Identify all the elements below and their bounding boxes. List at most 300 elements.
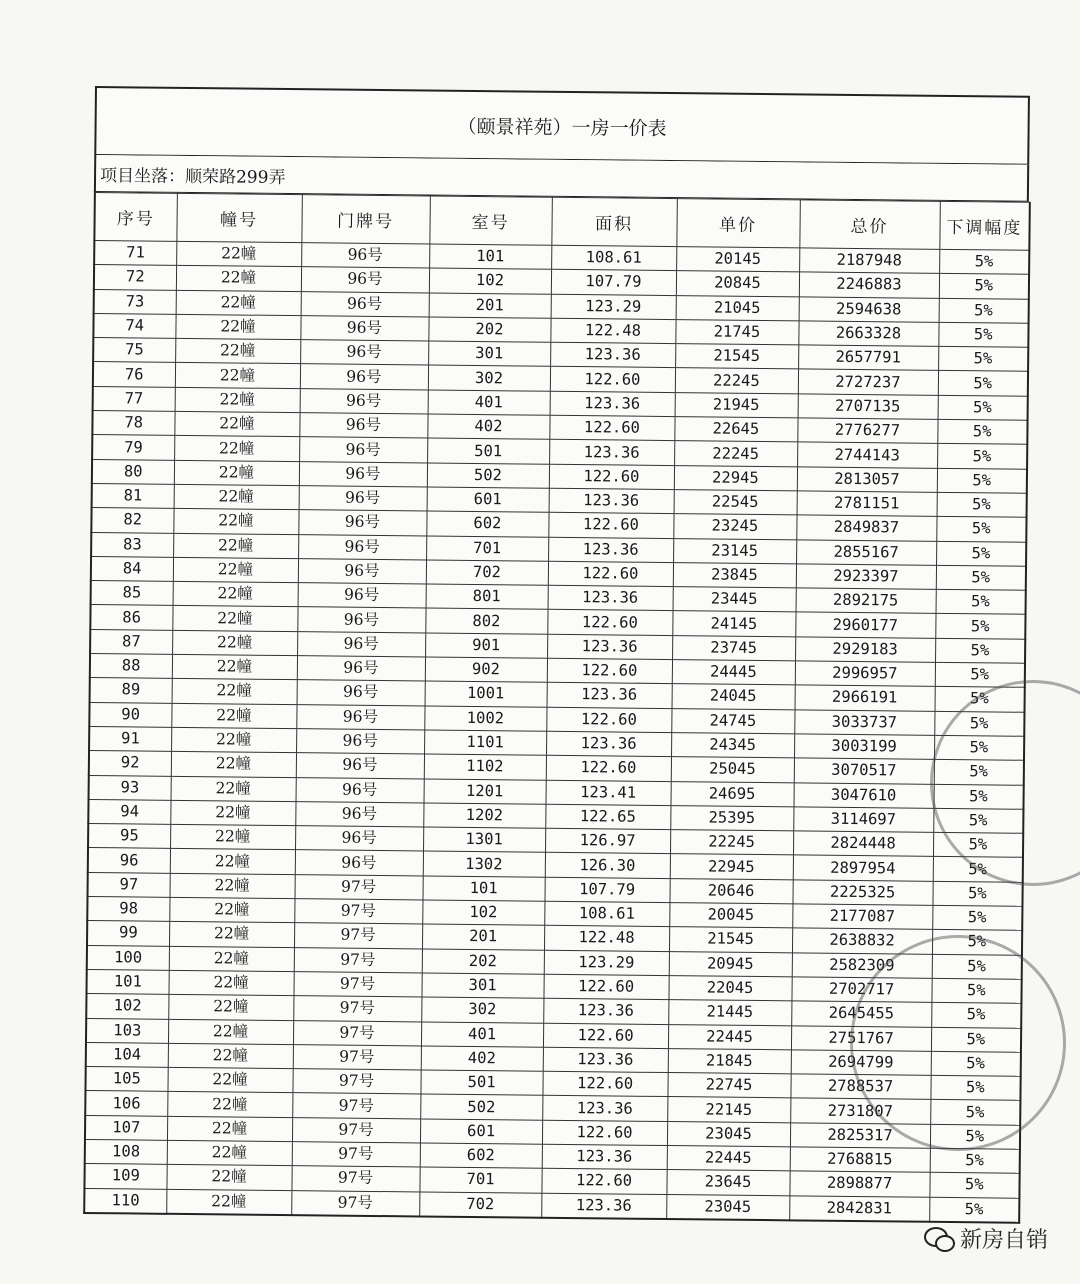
cell-door-number: 96号	[300, 340, 428, 366]
cell-unit-price: 20646	[669, 878, 792, 904]
cell-discount: 5%	[938, 322, 1028, 347]
cell-seq: 108	[85, 1139, 167, 1164]
cell-area: 123.36	[549, 440, 674, 466]
cell-door-number: 97号	[294, 923, 422, 949]
cell-seq: 110	[84, 1188, 166, 1214]
cell-door-number: 97号	[292, 1117, 420, 1143]
cell-discount: 5%	[934, 711, 1024, 736]
cell-unit-price: 23245	[673, 514, 796, 540]
cell-area: 123.36	[549, 488, 674, 514]
cell-total-price: 2849837	[796, 515, 936, 541]
cell-building: 22幢	[171, 703, 296, 729]
cell-area: 122.48	[550, 318, 675, 344]
cell-total-price: 2898877	[789, 1171, 929, 1197]
cell-total-price: 2663328	[798, 321, 938, 347]
cell-door-number: 96号	[296, 729, 424, 755]
cell-discount: 5%	[931, 978, 1021, 1003]
cell-area: 123.29	[551, 294, 676, 320]
cell-unit-price: 22445	[668, 1024, 791, 1050]
cell-total-price: 2776277	[797, 418, 937, 444]
cell-area: 123.36	[543, 1047, 668, 1073]
cell-door-number: 96号	[297, 656, 425, 682]
cell-building: 22幢	[176, 290, 301, 316]
cell-building: 22幢	[167, 1116, 292, 1142]
cell-discount: 5%	[929, 1197, 1019, 1223]
cell-discount: 5%	[929, 1173, 1019, 1198]
cell-seq: 76	[93, 362, 175, 387]
cell-total-price: 2781151	[797, 491, 937, 517]
cell-total-price: 3070517	[794, 758, 934, 784]
cell-total-price: 2842831	[789, 1195, 929, 1221]
cell-total-price: 3033737	[794, 709, 934, 735]
cell-total-price: 2177087	[792, 904, 932, 930]
table-body	[84, 241, 1029, 1223]
cell-room: 102	[429, 268, 551, 294]
cell-discount: 5%	[936, 517, 1026, 542]
cell-discount: 5%	[933, 857, 1023, 882]
cell-door-number: 96号	[298, 534, 426, 560]
cell-room: 701	[426, 536, 548, 562]
cell-building: 22幢	[173, 509, 298, 535]
cell-building: 22幢	[168, 995, 293, 1021]
cell-total-price: 2727237	[798, 369, 938, 395]
cell-unit-price: 21845	[668, 1048, 791, 1074]
cell-unit-price: 22245	[674, 441, 797, 467]
cell-room: 302	[421, 997, 543, 1023]
cell-door-number: 96号	[296, 777, 424, 803]
cell-total-price: 2923397	[796, 564, 936, 590]
cell-area: 122.60	[548, 513, 673, 539]
cell-unit-price: 23445	[673, 587, 796, 613]
cell-door-number: 96号	[298, 510, 426, 536]
cell-door-number: 96号	[298, 583, 426, 609]
cell-building: 22幢	[171, 727, 296, 753]
cell-seq: 79	[92, 435, 174, 460]
cell-discount: 5%	[930, 1100, 1020, 1125]
cell-unit-price: 22445	[667, 1146, 790, 1172]
cell-building: 22幢	[169, 922, 294, 948]
cell-room: 802	[425, 608, 547, 634]
cell-unit-price: 21545	[669, 927, 792, 953]
cell-area: 123.36	[543, 998, 668, 1024]
cell-area: 122.65	[545, 804, 670, 830]
cell-room: 502	[427, 463, 549, 489]
cell-area: 122.60	[541, 1169, 666, 1195]
cell-area: 123.36	[541, 1193, 666, 1219]
cell-seq: 93	[89, 775, 171, 800]
cell-room: 902	[425, 657, 547, 683]
cell-area: 123.36	[546, 731, 671, 757]
cell-total-price: 2744143	[797, 442, 937, 468]
header-building: 幢号	[176, 193, 301, 242]
cell-total-price: 2594638	[799, 296, 939, 322]
cell-seq: 81	[92, 483, 174, 508]
cell-total-price: 2996957	[795, 661, 935, 687]
cell-unit-price: 23045	[666, 1194, 789, 1220]
cell-door-number: 96号	[297, 631, 425, 657]
cell-discount: 5%	[933, 808, 1023, 833]
cell-unit-price: 22045	[668, 975, 791, 1001]
price-table	[83, 192, 1031, 1224]
cell-seq: 92	[89, 751, 171, 776]
cell-total-price: 2768815	[790, 1147, 930, 1173]
cell-door-number: 96号	[295, 850, 423, 876]
cell-seq: 73	[94, 289, 176, 314]
cell-seq: 86	[90, 605, 172, 630]
cell-building: 22幢	[175, 339, 300, 365]
cell-building: 22幢	[171, 776, 296, 802]
cell-seq: 102	[86, 994, 168, 1019]
cell-area: 122.48	[544, 926, 669, 952]
cell-building: 22幢	[171, 752, 296, 778]
cell-room: 602	[420, 1143, 542, 1169]
cell-seq: 107	[85, 1115, 167, 1140]
cell-seq: 72	[94, 265, 176, 290]
cell-building: 22幢	[167, 1067, 292, 1093]
cell-area: 108.61	[551, 245, 676, 271]
cell-discount: 5%	[937, 444, 1027, 469]
cell-building: 22幢	[170, 800, 295, 826]
cell-building: 22幢	[172, 654, 297, 680]
cell-room: 501	[420, 1070, 542, 1096]
cell-building: 22幢	[169, 897, 294, 923]
cell-area: 123.29	[544, 950, 669, 976]
header-unit-price: 单价	[676, 199, 799, 248]
cell-building: 22幢	[175, 387, 300, 413]
cell-discount: 5%	[939, 249, 1029, 274]
cell-building: 22幢	[167, 1092, 292, 1118]
cell-room: 201	[422, 924, 544, 950]
cell-room: 301	[428, 341, 550, 367]
cell-seq: 98	[87, 896, 169, 921]
cell-area: 122.60	[550, 367, 675, 393]
cell-area: 122.60	[549, 415, 674, 441]
cell-room: 401	[428, 390, 550, 416]
cell-unit-price: 21945	[675, 392, 798, 418]
cell-area: 122.60	[547, 610, 672, 636]
cell-seq: 105	[85, 1067, 167, 1092]
cell-unit-price: 23645	[666, 1170, 789, 1196]
cell-unit-price: 22245	[670, 830, 793, 856]
cell-building: 22幢	[176, 241, 301, 267]
cell-seq: 77	[93, 386, 175, 411]
cell-seq: 90	[89, 702, 171, 727]
cell-seq: 88	[90, 654, 172, 679]
cell-door-number: 96号	[301, 291, 429, 317]
cell-total-price: 3047610	[793, 782, 933, 808]
watermark-text: 新房自销	[959, 1228, 1048, 1253]
cell-unit-price: 22945	[670, 854, 793, 880]
cell-room: 1202	[423, 803, 545, 829]
cell-room: 702	[426, 560, 548, 586]
cell-building: 22幢	[170, 849, 295, 875]
cell-door-number: 96号	[299, 413, 427, 439]
cell-door-number: 97号	[294, 899, 422, 925]
cell-area: 122.60	[542, 1071, 667, 1097]
cell-discount: 5%	[933, 784, 1023, 809]
header-area: 面积	[551, 197, 676, 246]
cell-unit-price: 22545	[674, 490, 797, 516]
cell-building: 22幢	[173, 581, 298, 607]
cell-room: 202	[428, 317, 550, 343]
cell-discount: 5%	[935, 614, 1025, 639]
cell-door-number: 96号	[300, 364, 428, 390]
cell-total-price: 2638832	[792, 928, 932, 954]
cell-total-price: 2813057	[797, 467, 937, 493]
cell-building: 22幢	[173, 557, 298, 583]
cell-building: 22幢	[170, 873, 295, 899]
cell-building: 22幢	[170, 824, 295, 850]
cell-area: 123.36	[547, 634, 672, 660]
cell-total-price: 2707135	[798, 394, 938, 420]
cell-room: 1302	[423, 851, 545, 877]
cell-building: 22幢	[168, 1019, 293, 1045]
cell-unit-price: 21045	[676, 295, 799, 321]
cell-unit-price: 20045	[669, 903, 792, 929]
cell-unit-price: 20845	[676, 271, 799, 297]
cell-unit-price: 22745	[667, 1073, 790, 1099]
cell-seq: 94	[88, 799, 170, 824]
cell-discount: 5%	[937, 468, 1027, 493]
cell-room: 1101	[424, 730, 546, 756]
cell-door-number: 96号	[296, 753, 424, 779]
cell-room: 1301	[423, 827, 545, 853]
cell-door-number: 96号	[298, 559, 426, 585]
cell-seq: 97	[88, 872, 170, 897]
cell-discount: 5%	[936, 565, 1026, 590]
cell-room: 701	[419, 1167, 541, 1193]
cell-area: 122.60	[543, 1023, 668, 1049]
cell-seq: 106	[85, 1091, 167, 1116]
cell-unit-price: 25045	[671, 757, 794, 783]
cell-building: 22幢	[172, 630, 297, 656]
cell-discount: 5%	[934, 760, 1024, 785]
cell-door-number: 96号	[299, 486, 427, 512]
cell-seq: 75	[93, 338, 175, 363]
cell-door-number: 97号	[292, 1069, 420, 1095]
cell-building: 22幢	[167, 1140, 292, 1166]
cell-total-price: 2892175	[796, 588, 936, 614]
cell-door-number: 97号	[294, 947, 422, 973]
cell-room: 601	[420, 1119, 542, 1145]
cell-room: 801	[426, 584, 548, 610]
cell-room: 501	[427, 438, 549, 464]
cell-room: 1001	[425, 681, 547, 707]
cell-door-number: 96号	[297, 607, 425, 633]
cell-total-price: 2702717	[791, 977, 931, 1003]
cell-seq: 95	[88, 824, 170, 849]
cell-building: 22幢	[173, 533, 298, 559]
cell-door-number: 96号	[295, 801, 423, 827]
cell-room: 702	[419, 1192, 541, 1218]
cell-seq: 104	[86, 1042, 168, 1067]
cell-unit-price: 24145	[672, 611, 795, 637]
cell-area: 122.60	[543, 974, 668, 1000]
cell-unit-price: 24695	[670, 781, 793, 807]
cell-area: 126.30	[545, 853, 670, 879]
cell-area: 123.41	[546, 780, 671, 806]
cell-discount: 5%	[935, 638, 1025, 663]
cell-total-price: 2187948	[799, 248, 939, 274]
cell-total-price: 2824448	[793, 831, 933, 857]
cell-room: 101	[422, 876, 544, 902]
cell-door-number: 96号	[300, 316, 428, 342]
cell-room: 102	[422, 900, 544, 926]
cell-building: 22幢	[174, 436, 299, 462]
cell-discount: 5%	[935, 662, 1025, 687]
cell-seq: 84	[91, 556, 173, 581]
cell-area: 107.79	[544, 877, 669, 903]
watermark	[924, 1223, 1048, 1254]
cell-room: 101	[429, 244, 551, 270]
cell-area: 122.60	[546, 755, 671, 781]
cell-total-price: 2645455	[791, 1001, 931, 1027]
cell-total-price: 2897954	[793, 855, 933, 881]
cell-discount: 5%	[932, 930, 1022, 955]
cell-door-number: 97号	[291, 1166, 419, 1192]
cell-building: 22幢	[168, 970, 293, 996]
cell-seq: 80	[92, 459, 174, 484]
cell-area: 126.97	[545, 828, 670, 854]
cell-room: 202	[422, 949, 544, 975]
project-address: 项目坐落：顺荣路299弄	[94, 155, 1029, 202]
cell-room: 602	[426, 511, 548, 537]
cell-door-number: 96号	[301, 267, 429, 293]
header-total-price: 总价	[799, 200, 939, 249]
cell-discount: 5%	[932, 954, 1022, 979]
cell-seq: 103	[86, 1018, 168, 1043]
cell-total-price: 2225325	[792, 880, 932, 906]
cell-unit-price: 21545	[675, 344, 798, 370]
cell-unit-price: 25395	[670, 805, 793, 831]
cell-total-price: 2929183	[795, 637, 935, 663]
cell-discount: 5%	[930, 1075, 1020, 1100]
header-door-number: 门牌号	[301, 195, 429, 244]
cell-door-number: 96号	[299, 437, 427, 463]
cell-unit-price: 23845	[673, 562, 796, 588]
cell-unit-price: 24445	[672, 660, 795, 686]
cell-area: 122.60	[542, 1120, 667, 1146]
cell-total-price: 2246883	[799, 272, 939, 298]
cell-area: 122.60	[548, 561, 673, 587]
cell-discount: 5%	[939, 298, 1029, 323]
cell-seq: 87	[90, 629, 172, 654]
cell-total-price: 2751767	[791, 1025, 931, 1051]
cell-unit-price: 20145	[676, 247, 799, 273]
cell-unit-price: 21445	[668, 1000, 791, 1026]
cell-total-price: 2966191	[795, 685, 935, 711]
cell-discount: 5%	[930, 1124, 1020, 1149]
cell-seq: 89	[90, 678, 172, 703]
cell-discount: 5%	[931, 1003, 1021, 1028]
cell-unit-price: 22245	[675, 368, 798, 394]
cell-door-number: 97号	[293, 1020, 421, 1046]
cell-building: 22幢	[175, 314, 300, 340]
cell-room: 1102	[424, 754, 546, 780]
cell-area: 123.36	[550, 342, 675, 368]
cell-total-price: 2731807	[790, 1098, 930, 1124]
cell-total-price: 3114697	[793, 807, 933, 833]
cell-door-number: 96号	[300, 388, 428, 414]
cell-area: 123.36	[547, 683, 672, 709]
cell-seq: 83	[91, 532, 173, 557]
cell-discount: 5%	[936, 589, 1026, 614]
cell-total-price: 2825317	[790, 1123, 930, 1149]
cell-discount: 5%	[937, 419, 1027, 444]
cell-room: 402	[421, 1046, 543, 1072]
cell-door-number: 96号	[296, 704, 424, 730]
cell-door-number: 97号	[293, 1044, 421, 1070]
cell-total-price: 2960177	[795, 612, 935, 638]
cell-discount: 5%	[938, 347, 1028, 372]
cell-area: 122.60	[549, 464, 674, 490]
cell-building: 22幢	[168, 1043, 293, 1069]
cell-discount: 5%	[932, 905, 1022, 930]
cell-discount: 5%	[934, 735, 1024, 760]
cell-unit-price: 21745	[675, 319, 798, 345]
cell-area: 108.61	[544, 901, 669, 927]
cell-seq: 71	[94, 241, 176, 266]
cell-room: 1201	[424, 779, 546, 805]
cell-total-price: 2694799	[791, 1050, 931, 1076]
cell-building: 22幢	[174, 484, 299, 510]
cell-area: 123.36	[548, 585, 673, 611]
cell-discount: 5%	[937, 492, 1027, 517]
header-room: 室号	[429, 196, 551, 245]
cell-total-price: 3003199	[794, 734, 934, 760]
cell-building: 22幢	[172, 679, 297, 705]
cell-unit-price: 23745	[672, 635, 795, 661]
cell-door-number: 96号	[299, 461, 427, 487]
cell-building: 22幢	[166, 1189, 291, 1215]
cell-building: 22幢	[172, 606, 297, 632]
cell-discount: 5%	[938, 395, 1028, 420]
cell-discount: 5%	[930, 1148, 1020, 1173]
cell-room: 402	[427, 414, 549, 440]
cell-seq: 109	[84, 1164, 166, 1189]
cell-unit-price: 22145	[667, 1097, 790, 1123]
cell-door-number: 96号	[295, 826, 423, 852]
cell-area: 123.36	[548, 537, 673, 563]
document-title: （颐景祥苑）一房一价表	[94, 86, 1030, 165]
cell-discount: 5%	[939, 274, 1029, 299]
cell-room: 601	[427, 487, 549, 513]
cell-building: 22幢	[166, 1165, 291, 1191]
cell-door-number: 96号	[301, 243, 429, 269]
cell-area: 107.79	[551, 270, 676, 296]
cell-seq: 96	[88, 848, 170, 873]
cell-room: 302	[428, 365, 550, 391]
cell-area: 122.60	[547, 658, 672, 684]
header-seq: 序号	[94, 193, 176, 242]
cell-room: 201	[429, 293, 551, 319]
cell-room: 901	[425, 633, 547, 659]
cell-room: 1002	[424, 706, 546, 732]
cell-door-number: 97号	[293, 996, 421, 1022]
cell-area: 122.60	[546, 707, 671, 733]
cell-seq: 74	[93, 313, 175, 338]
cell-room: 301	[421, 973, 543, 999]
cell-door-number: 97号	[293, 972, 421, 998]
cell-seq: 78	[92, 411, 174, 436]
cell-door-number: 96号	[297, 680, 425, 706]
cell-room: 502	[420, 1094, 542, 1120]
cell-unit-price: 24745	[671, 708, 794, 734]
cell-seq: 100	[87, 945, 169, 970]
cell-seq: 82	[91, 508, 173, 533]
cell-discount: 5%	[936, 541, 1026, 566]
cell-door-number: 97号	[291, 1190, 419, 1216]
